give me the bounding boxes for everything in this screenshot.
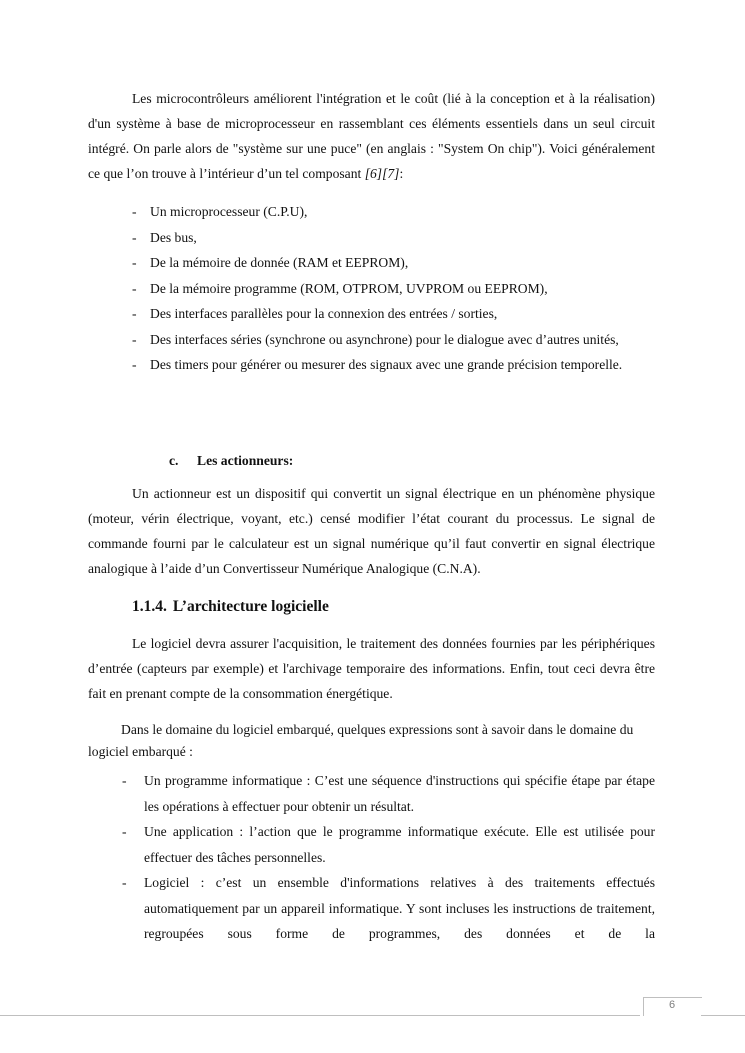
citation-ref: [6][7]	[364, 166, 400, 181]
intro-text: Les microcontrôleurs améliorent l'intégration et le coût (lié à la conception et à la réalisation) d'un système à base de microprocesseur en rassemblant ces éléments essentiels dans un seul circuit intégré. On parle alors de "système sur une puce" (en anglais : "System On chip"). Voici généralement ce que l’on trouve à l’intérieur d’un tel composant	[88, 91, 655, 181]
list-item: - Des interfaces séries (synchrone ou asynchrone) pour le dialogue avec d’autres unités,	[132, 331, 619, 347]
subheading-actionneurs: c. Les actionneurs:	[169, 453, 294, 468]
list-item: - Des timers pour générer ou mesurer des signaux avec une grande précision temporelle.	[132, 357, 623, 372]
page-number: 6	[668, 999, 676, 1011]
list-item: - De la mémoire de donnée (RAM et EEPROM),	[132, 255, 409, 270]
list-item: - Des bus,	[132, 229, 197, 245]
components-list	[132, 199, 655, 378]
list-item: - Des interfaces parallèles pour la connexion des entrées / sorties,	[132, 306, 498, 321]
list-item: - Un programme informatique : C’est une séquence d'instructions qui spécifie étape par étape les opérations à effectuer pour obtenir un résultat.	[122, 773, 655, 814]
list-item: - Logiciel : c’est un ensemble d'informations relatives à des traitements effectués automatiquement par un appareil informatique. Y sont incluses les instructions de traitement, regroupées sous forme de programmes, des données et de la	[122, 875, 655, 941]
intro-paragraph	[88, 86, 655, 186]
list-item: - Un microprocesseur (C.P.U),	[132, 204, 308, 219]
list-item: - De la mémoire programme (ROM, OTPROM, UVPROM ou EEPROM),	[132, 280, 548, 296]
intro-end: :	[399, 166, 404, 181]
logiciel-paragraph: Le logiciel devra assurer l'acquisition, le traitement des données fournies par les périphériques d’entrée (capteurs par exemple) et l'archivage temporaire des informations. Enfin, tout ceci devra être fait en prenant compte de la consommation énergétique.	[88, 636, 655, 701]
definitions-list	[122, 768, 655, 947]
actionneurs-paragraph: Un actionneur est un dispositif qui convertit un signal électrique en un phénomène physique (moteur, vérin électrique, voyant, etc.) censé modifier l’état courant du processus. Le signal de commande fourni par le calculateur est un signal numérique qu’il faut convertir en signal électrique analogique à l’aide d’un Convertisseur Numérique Analogique (C.N.A).	[88, 486, 655, 576]
domain-paragraph: Dans le domaine du logiciel embarqué, quelques expressions sont à savoir dans le domaine du logiciel embarqué :	[88, 722, 634, 759]
list-item: - Une application : l’action que le programme informatique exécute. Elle est utilisée pour effectuer des tâches personnelles.	[122, 824, 655, 865]
section-heading: 1.1.4. L’architecture logicielle	[132, 598, 329, 615]
footer-rule-right	[701, 1015, 745, 1016]
footer-rule	[0, 1015, 640, 1016]
